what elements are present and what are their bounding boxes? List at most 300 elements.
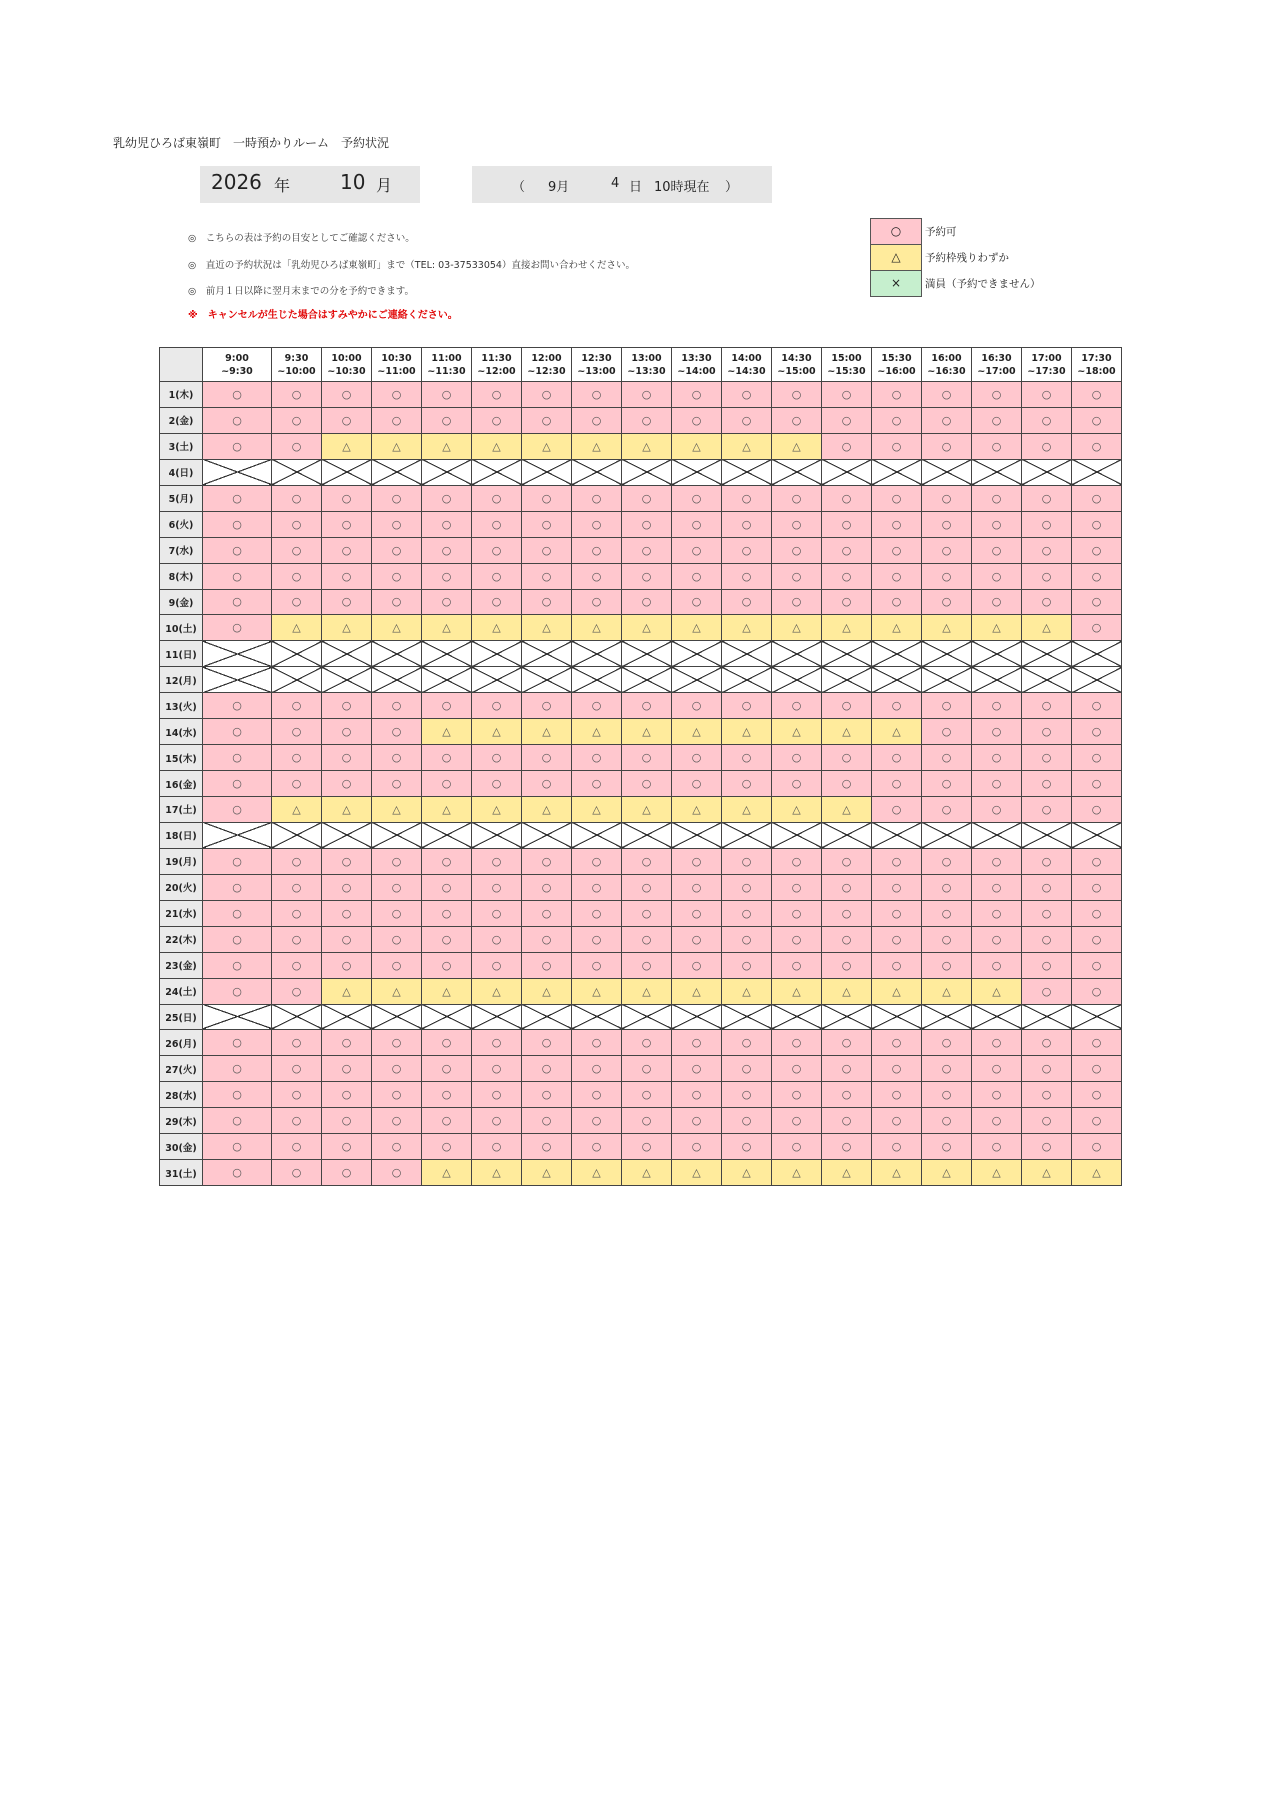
- time-slot-header: [622, 348, 672, 382]
- slot-available: ○: [203, 848, 272, 874]
- slot-available: ○: [472, 589, 522, 615]
- day-label: 9(金): [160, 589, 203, 615]
- slot-available: ○: [1022, 589, 1072, 615]
- slot-available: ○: [922, 433, 972, 459]
- slot-available: ○: [272, 1108, 322, 1134]
- slot-few-left: △: [472, 1160, 522, 1186]
- slot-available: ○: [822, 511, 872, 537]
- time-slot-start: 12:00: [531, 352, 562, 364]
- slot-available: ○: [772, 407, 822, 433]
- slot-available: ○: [922, 1056, 972, 1082]
- slot-full: [322, 822, 372, 848]
- slot-full: [572, 459, 622, 485]
- slot-full: [1072, 667, 1122, 693]
- time-slot-end: ~10:00: [277, 365, 316, 377]
- slot-full: [972, 641, 1022, 667]
- slot-available: ○: [822, 1108, 872, 1134]
- slot-available: ○: [872, 874, 922, 900]
- slot-few-left: △: [772, 719, 822, 745]
- slot-available: ○: [203, 745, 272, 771]
- slot-available: ○: [922, 537, 972, 563]
- slot-available: ○: [1022, 1082, 1072, 1108]
- slot-few-left: △: [872, 615, 922, 641]
- slot-available: ○: [872, 848, 922, 874]
- slot-full: [1022, 822, 1072, 848]
- day-row: [160, 952, 1122, 978]
- reservation-table: [159, 347, 1122, 1186]
- legend-label-available: 予約可: [925, 226, 957, 238]
- slot-available: ○: [572, 952, 622, 978]
- time-slot-header: [272, 348, 322, 382]
- slot-full: [372, 1004, 422, 1030]
- day-label: 17(土): [160, 797, 203, 823]
- day-label: 29(木): [160, 1108, 203, 1134]
- slot-available: ○: [672, 589, 722, 615]
- slot-available: ○: [772, 589, 822, 615]
- slot-few-left: △: [722, 1160, 772, 1186]
- slot-few-left: △: [322, 433, 372, 459]
- as-of-close-paren: ）: [725, 180, 739, 195]
- slot-available: ○: [472, 537, 522, 563]
- slot-few-left: △: [472, 797, 522, 823]
- slot-available: ○: [422, 771, 472, 797]
- slot-available: ○: [1072, 563, 1122, 589]
- slot-available: ○: [672, 693, 722, 719]
- time-slot-end: ~18:00: [1077, 365, 1116, 377]
- slot-available: ○: [922, 771, 972, 797]
- slot-few-left: △: [722, 615, 772, 641]
- slot-few-left: △: [1072, 1160, 1122, 1186]
- time-slot-end: ~12:00: [477, 365, 516, 377]
- slot-available: ○: [872, 771, 922, 797]
- slot-available: ○: [772, 926, 822, 952]
- slot-available: ○: [1072, 589, 1122, 615]
- slot-few-left: △: [472, 978, 522, 1004]
- day-row: [160, 1082, 1122, 1108]
- slot-full: [872, 1004, 922, 1030]
- time-slot-header: [972, 348, 1022, 382]
- slot-available: ○: [522, 382, 572, 408]
- day-label: 20(火): [160, 874, 203, 900]
- slot-available: ○: [372, 719, 422, 745]
- legend-symbol-full: ×: [870, 270, 922, 297]
- slot-few-left: △: [322, 978, 372, 1004]
- day-row: [160, 874, 1122, 900]
- slot-available: ○: [972, 874, 1022, 900]
- slot-available: ○: [203, 563, 272, 589]
- slot-available: ○: [422, 874, 472, 900]
- note-1: ◎ こちらの表は予約の目安としてご確認ください。: [188, 233, 415, 244]
- time-slot-end: ~13:00: [577, 365, 616, 377]
- slot-available: ○: [672, 1082, 722, 1108]
- slot-few-left: △: [972, 615, 1022, 641]
- slot-full: [922, 641, 972, 667]
- slot-available: ○: [622, 1082, 672, 1108]
- day-row: [160, 563, 1122, 589]
- slot-available: ○: [272, 900, 322, 926]
- slot-full: [422, 641, 472, 667]
- slot-available: ○: [272, 511, 322, 537]
- slot-available: ○: [522, 848, 572, 874]
- slot-full: [522, 822, 572, 848]
- time-slot-end: ~15:00: [777, 365, 816, 377]
- slot-full: [972, 459, 1022, 485]
- slot-available: ○: [322, 848, 372, 874]
- slot-available: ○: [322, 1108, 372, 1134]
- slot-available: ○: [1022, 745, 1072, 771]
- slot-full: [1072, 822, 1122, 848]
- day-label: 16(金): [160, 771, 203, 797]
- slot-available: ○: [272, 719, 322, 745]
- legend-label-few-left: 予約枠残りわずか: [925, 252, 1009, 264]
- slot-few-left: △: [372, 433, 422, 459]
- slot-available: ○: [572, 771, 622, 797]
- day-row: [160, 589, 1122, 615]
- slot-available: ○: [522, 771, 572, 797]
- slot-available: ○: [1022, 1108, 1072, 1134]
- slot-few-left: △: [422, 719, 472, 745]
- slot-available: ○: [872, 693, 922, 719]
- slot-available: ○: [722, 926, 772, 952]
- slot-full: [422, 667, 472, 693]
- slot-available: ○: [272, 407, 322, 433]
- slot-available: ○: [1072, 1108, 1122, 1134]
- slot-available: ○: [622, 874, 672, 900]
- slot-few-left: △: [572, 797, 622, 823]
- slot-available: ○: [922, 485, 972, 511]
- slot-full: [972, 1004, 1022, 1030]
- slot-available: ○: [722, 1134, 772, 1160]
- slot-full: [372, 822, 422, 848]
- period-box: [200, 166, 420, 203]
- day-row: [160, 537, 1122, 563]
- slot-available: ○: [203, 952, 272, 978]
- slot-full: [772, 459, 822, 485]
- slot-available: ○: [472, 382, 522, 408]
- time-slot-header: [872, 348, 922, 382]
- slot-few-left: △: [622, 797, 672, 823]
- slot-available: ○: [972, 926, 1022, 952]
- time-slot-header: [722, 348, 772, 382]
- day-label: 19(月): [160, 848, 203, 874]
- slot-full: [922, 1004, 972, 1030]
- slot-few-left: △: [522, 719, 572, 745]
- slot-full: [272, 667, 322, 693]
- slot-available: ○: [972, 848, 1022, 874]
- time-slot-header: [1072, 348, 1122, 382]
- slot-few-left: △: [622, 978, 672, 1004]
- slot-available: ○: [872, 382, 922, 408]
- time-slot-start: 14:00: [731, 352, 762, 364]
- slot-few-left: △: [672, 797, 722, 823]
- slot-available: ○: [1022, 719, 1072, 745]
- slot-available: ○: [872, 407, 922, 433]
- slot-available: ○: [922, 407, 972, 433]
- slot-available: ○: [722, 1082, 772, 1108]
- slot-available: ○: [872, 589, 922, 615]
- slot-full: [422, 459, 472, 485]
- slot-full: [772, 667, 822, 693]
- slot-available: ○: [372, 874, 422, 900]
- slot-available: ○: [203, 589, 272, 615]
- slot-available: ○: [722, 848, 772, 874]
- day-row: [160, 433, 1122, 459]
- day-label: 4(日): [160, 459, 203, 485]
- time-slot-header-row: [160, 348, 1122, 382]
- slot-available: ○: [872, 1108, 922, 1134]
- slot-few-left: △: [672, 1160, 722, 1186]
- slot-available: ○: [472, 1056, 522, 1082]
- slot-available: ○: [1072, 511, 1122, 537]
- slot-available: ○: [422, 511, 472, 537]
- slot-available: ○: [672, 1030, 722, 1056]
- slot-available: ○: [522, 511, 572, 537]
- slot-available: ○: [372, 693, 422, 719]
- slot-few-left: △: [622, 433, 672, 459]
- slot-available: ○: [1022, 874, 1072, 900]
- slot-few-left: △: [522, 797, 572, 823]
- slot-available: ○: [1072, 485, 1122, 511]
- slot-available: ○: [922, 952, 972, 978]
- slot-few-left: △: [472, 615, 522, 641]
- slot-available: ○: [322, 693, 372, 719]
- slot-full: [872, 822, 922, 848]
- slot-available: ○: [1072, 771, 1122, 797]
- slot-available: ○: [203, 615, 272, 641]
- slot-available: ○: [522, 693, 572, 719]
- slot-available: ○: [522, 874, 572, 900]
- slot-available: ○: [322, 563, 372, 589]
- slot-available: ○: [203, 485, 272, 511]
- slot-available: ○: [1072, 1030, 1122, 1056]
- slot-available: ○: [472, 952, 522, 978]
- slot-full: [1022, 459, 1072, 485]
- slot-few-left: △: [472, 433, 522, 459]
- slot-available: ○: [372, 771, 422, 797]
- day-row: [160, 926, 1122, 952]
- slot-available: ○: [1022, 900, 1072, 926]
- time-slot-header: [372, 348, 422, 382]
- slot-available: ○: [272, 382, 322, 408]
- slot-available: ○: [572, 693, 622, 719]
- slot-full: [722, 667, 772, 693]
- slot-available: ○: [1072, 382, 1122, 408]
- slot-available: ○: [672, 537, 722, 563]
- slot-available: ○: [722, 693, 772, 719]
- day-label: 3(土): [160, 433, 203, 459]
- slot-few-left: △: [622, 719, 672, 745]
- slot-available: ○: [472, 485, 522, 511]
- time-slot-start: 17:30: [1081, 352, 1112, 364]
- time-slot-end: ~16:30: [927, 365, 966, 377]
- slot-full: [203, 459, 272, 485]
- slot-available: ○: [722, 563, 772, 589]
- slot-available: ○: [1072, 978, 1122, 1004]
- slot-available: ○: [522, 952, 572, 978]
- slot-available: ○: [872, 900, 922, 926]
- slot-full: [572, 667, 622, 693]
- slot-full: [822, 459, 872, 485]
- slot-available: ○: [572, 848, 622, 874]
- day-row: [160, 900, 1122, 926]
- slot-full: [972, 822, 1022, 848]
- slot-available: ○: [472, 771, 522, 797]
- slot-available: ○: [203, 537, 272, 563]
- time-slot-end: ~9:30: [221, 365, 253, 377]
- slot-available: ○: [572, 537, 622, 563]
- slot-full: [1072, 641, 1122, 667]
- slot-available: ○: [522, 563, 572, 589]
- slot-full: [872, 641, 922, 667]
- note-3: ◎ 前月１日以降に翌月末までの分を予約できます。: [188, 286, 415, 297]
- slot-available: ○: [322, 1160, 372, 1186]
- slot-full: [1072, 459, 1122, 485]
- slot-available: ○: [822, 485, 872, 511]
- slot-available: ○: [522, 537, 572, 563]
- slot-full: [472, 459, 522, 485]
- slot-available: ○: [772, 848, 822, 874]
- slot-available: ○: [322, 1082, 372, 1108]
- slot-available: ○: [472, 900, 522, 926]
- slot-full: [472, 641, 522, 667]
- slot-available: ○: [972, 511, 1022, 537]
- slot-available: ○: [203, 719, 272, 745]
- slot-available: ○: [972, 563, 1022, 589]
- slot-available: ○: [203, 1134, 272, 1160]
- slot-available: ○: [722, 382, 772, 408]
- day-label: 26(月): [160, 1030, 203, 1056]
- slot-full: [772, 641, 822, 667]
- slot-available: ○: [922, 719, 972, 745]
- slot-few-left: △: [572, 978, 622, 1004]
- slot-full: [622, 822, 672, 848]
- slot-available: ○: [472, 1030, 522, 1056]
- slot-available: ○: [722, 589, 772, 615]
- slot-available: ○: [622, 563, 672, 589]
- slot-full: [522, 1004, 572, 1030]
- slot-available: ○: [622, 952, 672, 978]
- slot-available: ○: [972, 433, 1022, 459]
- slot-few-left: △: [572, 719, 622, 745]
- slot-available: ○: [272, 848, 322, 874]
- slot-few-left: △: [1022, 615, 1072, 641]
- slot-full: [322, 459, 372, 485]
- note-2: ◎ 直近の予約状況は「乳幼児ひろば東嶺町」まで（TEL: 03-37533054）直接お問い合わせください。: [188, 260, 635, 271]
- slot-available: ○: [672, 900, 722, 926]
- period-year-unit: 年: [274, 176, 291, 195]
- day-row: [160, 797, 1122, 823]
- day-label: 2(金): [160, 407, 203, 433]
- slot-available: ○: [722, 1108, 772, 1134]
- slot-available: ○: [872, 745, 922, 771]
- slot-available: ○: [672, 926, 722, 952]
- time-slot-start: 16:30: [981, 352, 1012, 364]
- slot-available: ○: [572, 874, 622, 900]
- slot-available: ○: [772, 485, 822, 511]
- day-row: [160, 511, 1122, 537]
- day-label: 27(火): [160, 1056, 203, 1082]
- slot-few-left: △: [572, 433, 622, 459]
- day-label: 15(木): [160, 745, 203, 771]
- slot-available: ○: [972, 771, 1022, 797]
- slot-full: [922, 822, 972, 848]
- time-slot-header: [422, 348, 472, 382]
- slot-available: ○: [372, 1108, 422, 1134]
- slot-available: ○: [472, 926, 522, 952]
- slot-available: ○: [203, 511, 272, 537]
- slot-available: ○: [622, 407, 672, 433]
- slot-available: ○: [422, 537, 472, 563]
- slot-available: ○: [522, 1030, 572, 1056]
- slot-available: ○: [672, 1056, 722, 1082]
- slot-available: ○: [922, 1082, 972, 1108]
- slot-few-left: △: [772, 1160, 822, 1186]
- slot-available: ○: [822, 589, 872, 615]
- slot-available: ○: [203, 874, 272, 900]
- slot-available: ○: [472, 511, 522, 537]
- time-slot-start: 9:00: [225, 352, 249, 364]
- slot-available: ○: [922, 797, 972, 823]
- slot-available: ○: [272, 745, 322, 771]
- day-label: 18(日): [160, 822, 203, 848]
- slot-available: ○: [972, 900, 1022, 926]
- slot-available: ○: [422, 1056, 472, 1082]
- slot-full: [722, 1004, 772, 1030]
- slot-available: ○: [872, 537, 922, 563]
- slot-available: ○: [422, 900, 472, 926]
- slot-full: [622, 667, 672, 693]
- slot-available: ○: [572, 382, 622, 408]
- slot-available: ○: [672, 511, 722, 537]
- slot-full: [272, 641, 322, 667]
- slot-available: ○: [522, 589, 572, 615]
- day-row: [160, 978, 1122, 1004]
- day-row: [160, 1056, 1122, 1082]
- slot-available: ○: [422, 1030, 472, 1056]
- day-row: [160, 693, 1122, 719]
- slot-available: ○: [622, 1030, 672, 1056]
- slot-few-left: △: [622, 1160, 672, 1186]
- slot-available: ○: [322, 382, 372, 408]
- slot-available: ○: [622, 926, 672, 952]
- slot-available: ○: [322, 1030, 372, 1056]
- slot-available: ○: [922, 589, 972, 615]
- slot-few-left: △: [672, 978, 722, 1004]
- slot-available: ○: [1022, 926, 1072, 952]
- slot-available: ○: [1022, 485, 1072, 511]
- slot-available: ○: [203, 978, 272, 1004]
- slot-few-left: △: [322, 797, 372, 823]
- slot-few-left: △: [722, 797, 772, 823]
- slot-full: [322, 1004, 372, 1030]
- slot-available: ○: [1022, 433, 1072, 459]
- day-row: [160, 485, 1122, 511]
- slot-available: ○: [1022, 537, 1072, 563]
- slot-available: ○: [822, 926, 872, 952]
- slot-available: ○: [672, 1134, 722, 1160]
- as-of-day-unit: 日: [629, 180, 643, 195]
- slot-available: ○: [872, 511, 922, 537]
- slot-available: ○: [372, 745, 422, 771]
- day-label: 25(日): [160, 1004, 203, 1030]
- slot-available: ○: [822, 745, 872, 771]
- slot-full: [722, 641, 772, 667]
- slot-available: ○: [872, 1082, 922, 1108]
- slot-full: [203, 641, 272, 667]
- time-slot-header: [922, 348, 972, 382]
- slot-available: ○: [203, 1160, 272, 1186]
- slot-available: ○: [972, 1056, 1022, 1082]
